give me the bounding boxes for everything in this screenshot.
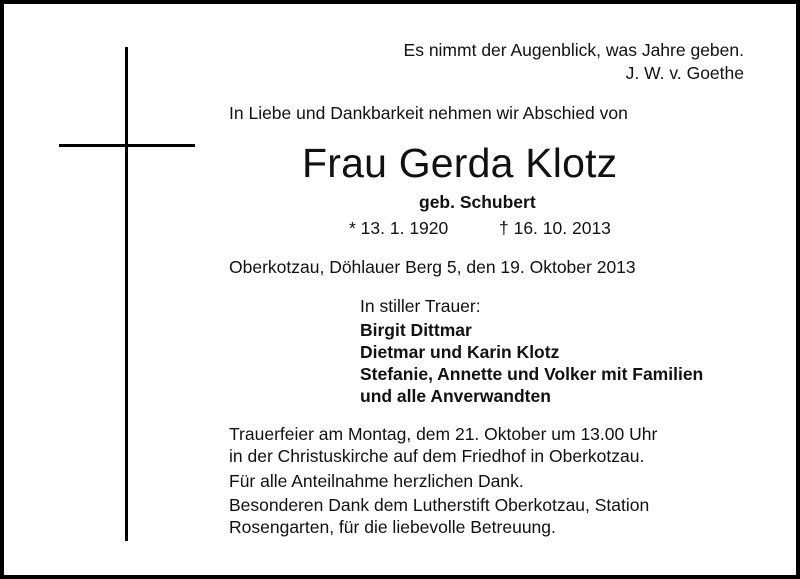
thanks-text: Für alle Anteilnahme herzlichen Dank. bbox=[229, 471, 524, 491]
service-line: Trauerfeier am Montag, dem 21. Oktober um 13.00 Uhr bbox=[229, 424, 658, 444]
special-thanks-line: Rosengarten, für die liebevolle Betreuung. bbox=[229, 517, 556, 537]
mourners-heading: In stiller Trauer: bbox=[360, 296, 481, 316]
place-date: Oberkotzau, Döhlauer Berg 5, den 19. Oktober 2013 bbox=[229, 257, 636, 277]
quote-author: J. W. v. Goethe bbox=[625, 63, 744, 83]
death-date: † 16. 10. 2013 bbox=[499, 218, 611, 238]
cross-vertical-bar bbox=[125, 47, 128, 541]
cross-horizontal-bar bbox=[59, 144, 195, 147]
mourner-name: Birgit Dittmar bbox=[360, 320, 472, 340]
birth-date: * 13. 1. 1920 bbox=[349, 218, 449, 238]
special-thanks-line: Besonderen Dank dem Lutherstift Oberkotzau, Station bbox=[229, 495, 650, 515]
deceased-name: Frau Gerda Klotz bbox=[302, 140, 618, 186]
mourner-name: und alle Anverwandten bbox=[360, 386, 551, 406]
quote-text: Es nimmt der Augenblick, was Jahre geben. bbox=[403, 40, 744, 60]
intro-text: In Liebe und Dankbarkeit nehmen wir Abschied von bbox=[229, 103, 628, 123]
service-line: in der Christuskirche auf dem Friedhof in Oberkotzau. bbox=[229, 446, 645, 466]
birth-name: geb. Schubert bbox=[419, 192, 536, 212]
mourner-name: Stefanie, Annette und Volker mit Familien bbox=[360, 364, 704, 384]
mourner-name: Dietmar und Karin Klotz bbox=[360, 342, 560, 362]
